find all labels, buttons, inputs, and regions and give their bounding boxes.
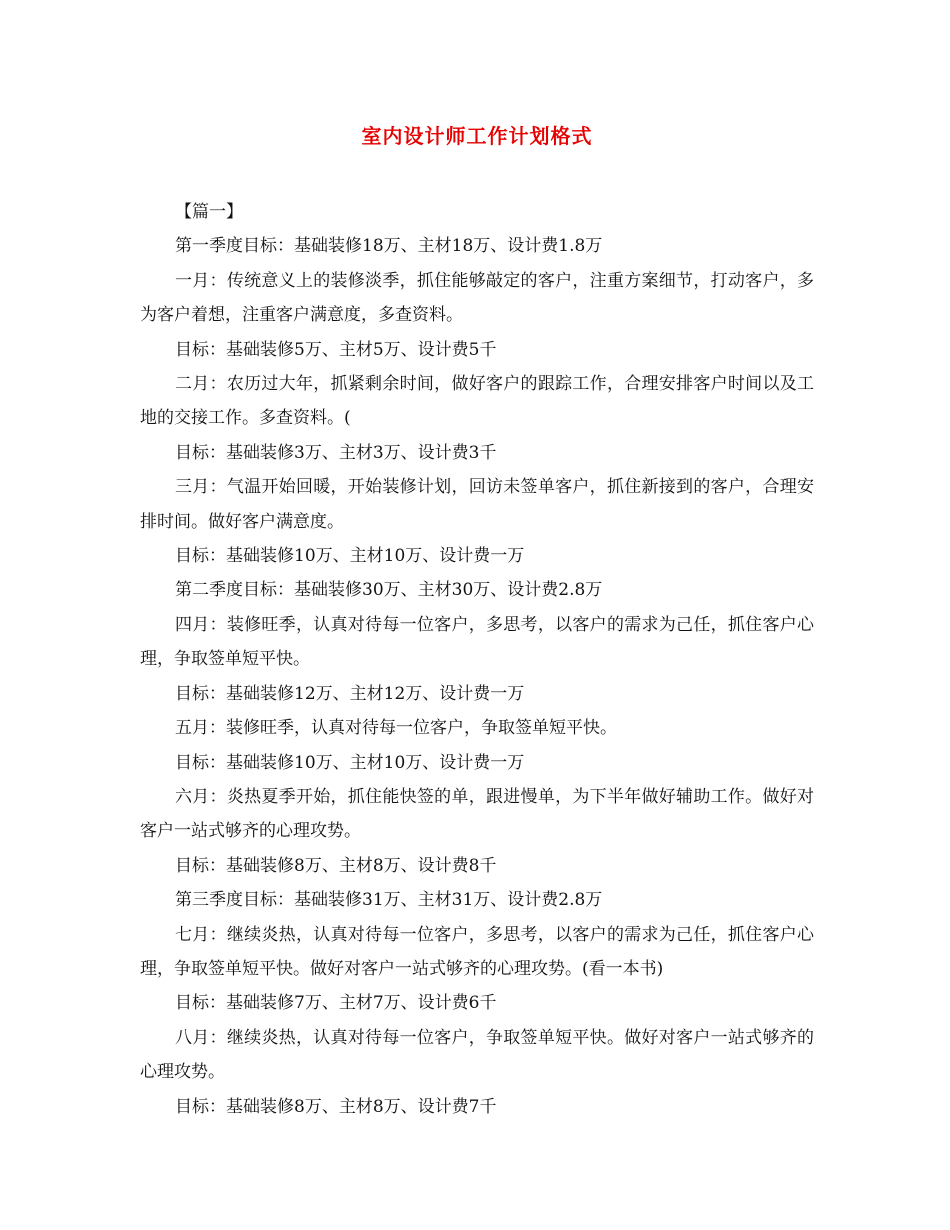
month-plan-may: 五月：装修旺季，认真对待每一位客户，争取签单短平快。 (175, 718, 617, 739)
month-target-jan: 目标：基础装修5万、主材5万、设计费5千 (175, 339, 497, 360)
month-target-jul: 目标：基础装修7万、主材7万、设计费6千 (175, 993, 497, 1014)
month-target-feb: 目标：基础装修3万、主材3万、设计费3千 (175, 442, 497, 463)
month-target-aug: 目标：基础装修8万、主材8万、设计费7千 (175, 1096, 497, 1117)
quarter-goal-q2: 第二季度目标：基础装修30万、主材30万、设计费2.8万 (175, 580, 603, 601)
month-plan-feb: 二月：农历过大年，抓紧剩余时间，做好客户的跟踪工作，合理安排客户时间以及工地的交接工作。多查资料。( (140, 374, 814, 429)
month-target-may: 目标：基础装修10万、主材10万、设计费一万 (175, 752, 525, 773)
document-body (140, 195, 814, 1124)
month-plan-apr: 四月：装修旺季，认真对待每一位客户，多思考，以客户的需求为己任，抓住客户心理，争取签单短平快。 (140, 614, 814, 670)
month-plan-jan: 一月：传统意义上的装修淡季，抓住能够敲定的客户，注重方案细节，打动客户，多为客户着想，注重客户满意度，多查资料。 (140, 270, 814, 326)
section-heading: 【篇一】 (175, 202, 243, 222)
month-target-jun: 目标：基础装修8万、主材8万、设计费8千 (175, 855, 497, 876)
month-plan-jun: 六月：炎热夏季开始，抓住能快签的单，跟进慢单，为下半年做好辅助工作。做好对客户一站式够齐的心理攻势。 (140, 786, 814, 842)
month-plan-aug: 八月：继续炎热，认真对待每一位客户，争取签单短平快。做好对客户一站式够齐的心理攻势。 (140, 1027, 814, 1083)
document-title: 室内设计师工作计划格式 (361, 124, 593, 148)
quarter-goal-q3: 第三季度目标：基础装修31万、主材31万、设计费2.8万 (175, 890, 603, 911)
month-target-mar: 目标：基础装修10万、主材10万、设计费一万 (175, 546, 525, 567)
month-target-apr: 目标：基础装修12万、主材12万、设计费一万 (175, 683, 525, 704)
month-plan-jul: 七月：继续炎热，认真对待每一位客户，多思考，以客户的需求为己任，抓住客户心理，争取签单短平快。做好对客户一站式够齐的心理攻势。(看一本书) (140, 924, 814, 979)
quarter-goal-q1: 第一季度目标：基础装修18万、主材18万、设计费1.8万 (175, 236, 603, 257)
month-plan-mar: 三月：气温开始回暖，开始装修计划，回访未签单客户，抓住新接到的客户，合理安排时间。做好客户满意度。 (140, 477, 814, 532)
